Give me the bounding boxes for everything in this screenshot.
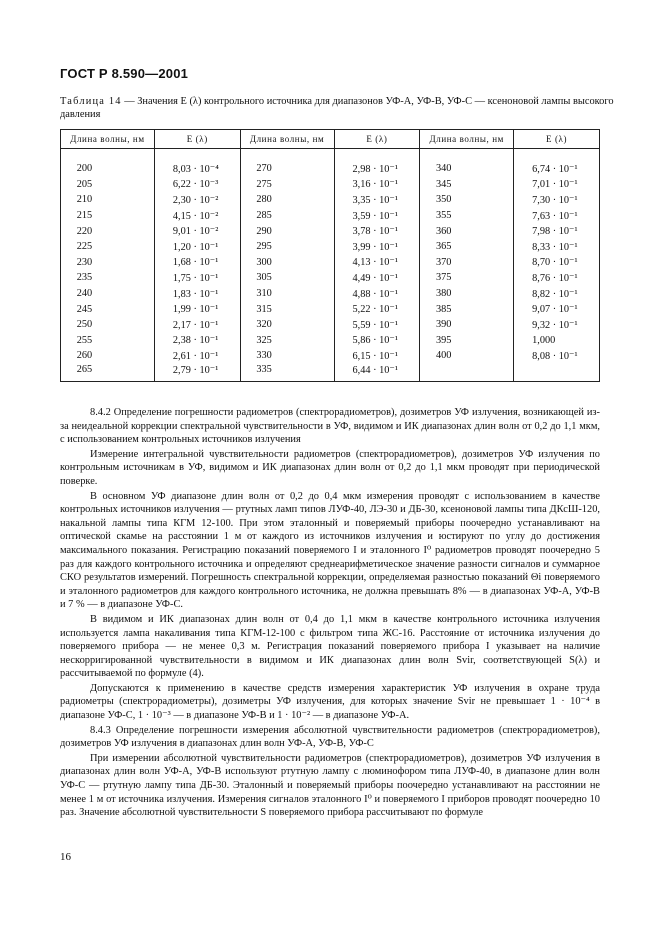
table-row <box>61 348 600 364</box>
irradiance-cell: 8,76 · 10⁻¹ <box>514 270 600 286</box>
wavelength-cell: 310 <box>240 286 334 302</box>
irradiance-cell: 2,30 · 10⁻² <box>154 192 240 208</box>
wavelength-cell: 345 <box>420 177 514 193</box>
wavelength-cell: 390 <box>420 317 514 333</box>
table-caption-lead: Таблица 14 <box>60 96 122 107</box>
wavelength-cell: 255 <box>61 333 155 349</box>
wavelength-cell: 360 <box>420 223 514 239</box>
paragraph-visible-ir-range: В видимом и ИК диапазонах длин волн от 0,4 до 1,1 мкм в качестве контрольного источника излучения используется лампа накаливания типа КГМ-12-100 с фильтром типа ЖС-16. Расстояние от источника излучения до поверяемого прибора — не менее 0,3 м. Регистрация показаний поверяемого прибора I указывает на наличие нескорригированной чувствительности в видимом и ИК диапазонах длин волн Svir, соответствующей S(λ) и рассчитываемой по формуле (4). <box>60 613 600 680</box>
irradiance-cell: 9,07 · 10⁻¹ <box>514 301 600 317</box>
wavelength-cell: 260 <box>61 348 155 364</box>
wavelength-cell: 305 <box>240 270 334 286</box>
wavelength-cell: 315 <box>240 301 334 317</box>
irradiance-cell: 1,68 · 10⁻¹ <box>154 255 240 271</box>
wavelength-cell: 280 <box>240 192 334 208</box>
wavelength-cell: 350 <box>420 192 514 208</box>
table-row <box>61 161 600 177</box>
irradiance-cell: 6,74 · 10⁻¹ <box>514 161 600 177</box>
col-header-wavelength-1: Длина волны, нм <box>61 130 155 149</box>
wavelength-cell: 385 <box>420 301 514 317</box>
wavelength-cell: 285 <box>240 208 334 224</box>
col-header-e-1: E (λ) <box>154 130 240 149</box>
paragraph-uv-range: В основном УФ диапазоне длин волн от 0,2 до 0,4 мкм измерения проводят с использованием в качестве контрольных источников излучения — ртутных ламп типов ЛУФ-40, ЛЭ-30 и ДБ-30, ксеноновой лампы типа ДКсШ-120, накальной лампы типа КГМ 12-100. При этом эталонный и поверяемый приборы поочередно устанавливают на оптической скамье на расстоянии 1 м от каждого из источников излучения и юстируют по углу до достижения максимального показания. Регистрацию показаний поверяемого I и эталонного I⁰ радиометров проводят поочередно 5 раз для каждого контрольного источника и определяют среднеарифметическое значение разности сигналов и суммарное СКО результатов измерений. Погрешность спектральной коррекции, определяемая разностью показаний Θi поверяемого и эталонного радиометров для каждого контрольного источника, не должна превышать 8% — в диапазонах УФ-А, УФ-В и 7 % — в диапазоне УФ-С. <box>60 490 600 611</box>
wavelength-cell: 215 <box>61 208 155 224</box>
irradiance-cell: 7,63 · 10⁻¹ <box>514 208 600 224</box>
paragraph-integral-sensitivity: Измерение интегральной чувствительности радиометров (спектрорадиометров), дозиметров УФ излучения по контрольным источникам в УФ, видимом и ИК диапазонах длин волн от 0,2 до 1,1 мкм проводят при периодической поверке. <box>60 448 600 487</box>
table-row <box>61 286 600 302</box>
table-body <box>61 149 600 382</box>
irradiance-cell: 1,99 · 10⁻¹ <box>154 301 240 317</box>
table-row <box>61 364 600 382</box>
wavelength-cell: 210 <box>61 192 155 208</box>
irradiance-cell: 4,13 · 10⁻¹ <box>334 255 420 271</box>
table-row <box>61 239 600 255</box>
wavelength-cell: 355 <box>420 208 514 224</box>
wavelength-cell: 395 <box>420 333 514 349</box>
irradiance-cell: 5,59 · 10⁻¹ <box>334 317 420 333</box>
wavelength-cell: 225 <box>61 239 155 255</box>
paragraph-8-4-3-title: 8.4.3 Определение погрешности измерения абсолютной чувствительности радиометров (спектрорадиометров), дозиметров УФ излучения в диапазонах длин волн УФ-А, УФ-В, УФ-С <box>60 724 600 750</box>
irradiance-cell: 1,20 · 10⁻¹ <box>154 239 240 255</box>
irradiance-cell: 3,78 · 10⁻¹ <box>334 223 420 239</box>
wavelength-cell: 265 <box>61 364 155 382</box>
irradiance-cell: 7,98 · 10⁻¹ <box>514 223 600 239</box>
wavelength-cell: 325 <box>240 333 334 349</box>
values-table <box>60 129 600 382</box>
paragraph-admission: Допускаются к применению в качестве средств измерения характеристик УФ излучения в охране труда радиометры (спектрорадиометры), дозиметры УФ излучения, для которых значение Svir не превышает 1 · 10⁻⁴ в диапазоне УФ-С, 1 · 10⁻³ — в диапазоне УФ-В и 1 · 10⁻² — в диапазоне УФ-А. <box>60 682 600 722</box>
table-row <box>61 177 600 193</box>
wavelength-cell: 270 <box>240 161 334 177</box>
irradiance-cell: 1,83 · 10⁻¹ <box>154 286 240 302</box>
irradiance-cell: 5,22 · 10⁻¹ <box>334 301 420 317</box>
table-row <box>61 333 600 349</box>
col-header-wavelength-2: Длина волны, нм <box>240 130 334 149</box>
irradiance-cell: 8,08 · 10⁻¹ <box>514 348 600 364</box>
irradiance-cell: 3,16 · 10⁻¹ <box>334 177 420 193</box>
wavelength-cell: 365 <box>420 239 514 255</box>
table-spacer-row <box>61 149 600 162</box>
col-header-wavelength-3: Длина волны, нм <box>420 130 514 149</box>
irradiance-cell: 2,17 · 10⁻¹ <box>154 317 240 333</box>
irradiance-cell: 8,82 · 10⁻¹ <box>514 286 600 302</box>
wavelength-cell: 295 <box>240 239 334 255</box>
body-text <box>60 406 600 820</box>
wavelength-cell: 290 <box>240 223 334 239</box>
irradiance-cell: 6,15 · 10⁻¹ <box>334 348 420 364</box>
irradiance-cell: 2,98 · 10⁻¹ <box>334 161 420 177</box>
col-header-e-2: E (λ) <box>334 130 420 149</box>
table-row <box>61 208 600 224</box>
table-row <box>61 301 600 317</box>
irradiance-cell: 2,79 · 10⁻¹ <box>154 364 240 382</box>
page-number: 16 <box>60 851 71 863</box>
irradiance-cell: 7,30 · 10⁻¹ <box>514 192 600 208</box>
irradiance-cell: 2,38 · 10⁻¹ <box>154 333 240 349</box>
table-row <box>61 223 600 239</box>
irradiance-cell: 1,75 · 10⁻¹ <box>154 270 240 286</box>
table-row <box>61 317 600 333</box>
wavelength-cell: 205 <box>61 177 155 193</box>
wavelength-cell: 220 <box>61 223 155 239</box>
col-header-e-3: E (λ) <box>514 130 600 149</box>
wavelength-cell: 245 <box>61 301 155 317</box>
irradiance-cell: 5,86 · 10⁻¹ <box>334 333 420 349</box>
wavelength-cell: 240 <box>61 286 155 302</box>
wavelength-cell: 340 <box>420 161 514 177</box>
wavelength-cell: 230 <box>61 255 155 271</box>
document-id-header: ГОСТ Р 8.590—2001 <box>60 66 189 81</box>
wavelength-cell: 320 <box>240 317 334 333</box>
irradiance-cell: 8,70 · 10⁻¹ <box>514 255 600 271</box>
irradiance-cell: 2,61 · 10⁻¹ <box>154 348 240 364</box>
table-row <box>61 255 600 271</box>
irradiance-cell <box>514 364 600 382</box>
wavelength-cell: 380 <box>420 286 514 302</box>
wavelength-cell: 200 <box>61 161 155 177</box>
wavelength-cell: 275 <box>240 177 334 193</box>
irradiance-cell: 1,000 <box>514 333 600 349</box>
table-caption <box>60 95 620 121</box>
table-header-row <box>61 130 600 149</box>
table-caption-text: — Значения E (λ) контрольного источника для диапазонов УФ-А, УФ-В, УФ-С — ксеноновой лампы высокого давления <box>60 96 614 120</box>
wavelength-cell: 335 <box>240 364 334 382</box>
table-row <box>61 192 600 208</box>
irradiance-cell: 9,01 · 10⁻² <box>154 223 240 239</box>
wavelength-cell: 400 <box>420 348 514 364</box>
wavelength-cell: 300 <box>240 255 334 271</box>
wavelength-cell: 250 <box>61 317 155 333</box>
wavelength-cell: 375 <box>420 270 514 286</box>
wavelength-cell: 330 <box>240 348 334 364</box>
irradiance-cell: 3,59 · 10⁻¹ <box>334 208 420 224</box>
wavelength-cell: 370 <box>420 255 514 271</box>
irradiance-cell: 4,49 · 10⁻¹ <box>334 270 420 286</box>
irradiance-cell: 3,99 · 10⁻¹ <box>334 239 420 255</box>
irradiance-cell: 4,88 · 10⁻¹ <box>334 286 420 302</box>
wavelength-cell: 235 <box>61 270 155 286</box>
irradiance-cell: 7,01 · 10⁻¹ <box>514 177 600 193</box>
irradiance-cell: 6,44 · 10⁻¹ <box>334 364 420 382</box>
irradiance-cell: 9,32 · 10⁻¹ <box>514 317 600 333</box>
irradiance-cell: 8,03 · 10⁻⁴ <box>154 161 240 177</box>
paragraph-absolute-sensitivity: При измерении абсолютной чувствительности радиометров (спектрорадиометров), дозиметров УФ излучения в диапазонах длин волн УФ-А, УФ-В используют ртутную лампу с люминофором типа ЛУФ-40, в диапазоне длин волн УФ-С — ртутную лампу типа ДБ-30. Эталонный и поверяемый приборы поочередно устанавливают на расстоянии не менее 1 м от источника излучения. Измерения сигналов эталонного I⁰ и поверяемого I приборов проводят поочередно 10 раз. Значение абсолютной чувствительности S поверяемого прибора рассчитывают по формуле <box>60 752 600 819</box>
paragraph-8-4-2-title: 8.4.2 Определение погрешности радиометров (спектрорадиометров), дозиметров УФ излучения, возникающей из-за неидеальной коррекции спектральной чувствительности в УФ, видимом и ИК диапазонах длин волн от 0,2 до 1,1 мкм, с использованием контрольных источников излучения <box>60 407 600 446</box>
irradiance-cell: 4,15 · 10⁻² <box>154 208 240 224</box>
table-row <box>61 270 600 286</box>
irradiance-cell: 8,33 · 10⁻¹ <box>514 239 600 255</box>
irradiance-cell: 3,35 · 10⁻¹ <box>334 192 420 208</box>
irradiance-cell: 6,22 · 10⁻³ <box>154 177 240 193</box>
wavelength-cell <box>420 364 514 382</box>
